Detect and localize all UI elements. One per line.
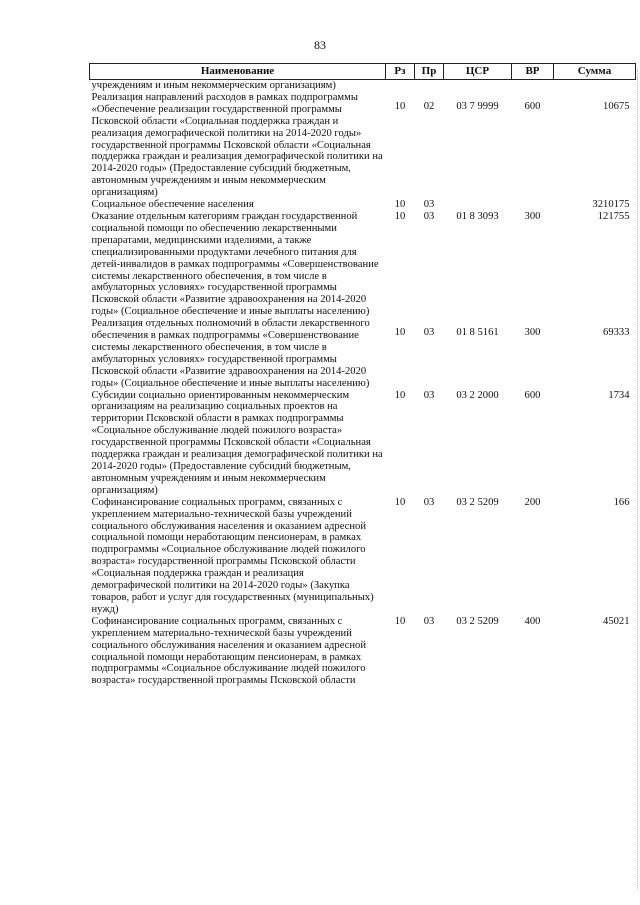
row-pr [415, 80, 444, 92]
table-row [90, 497, 636, 616]
row-csr: 03 2 5209 [456, 615, 499, 627]
table-row [90, 390, 636, 497]
row-csr: 03 2 5209 [456, 496, 499, 508]
header-vr: ВР [512, 64, 554, 80]
table-header [90, 64, 636, 80]
row-sum: 10675 [603, 100, 630, 112]
row-csr: 03 2 2000 [456, 389, 499, 401]
row-rz: 10 [394, 199, 406, 211]
row-pr: 03 [423, 210, 435, 222]
table-row [90, 199, 636, 211]
row-pr: 03 [423, 496, 435, 508]
row-sum: 1734 [608, 389, 630, 401]
row-vr: 400 [524, 615, 541, 627]
row-csr: 01 8 5161 [456, 327, 499, 339]
row-name: Оказание отдельным категориям граждан государственной социальной помощи по обеспечению лекарственными препаратами, медицинскими изделиями, а также специализированными продуктами лечебного питания для детей-инвалидов в рамках подпрограммы «Совершенствование системы лекарственного обеспечения, в том числе в амбулаторных условиях» государственной программы Псковской области «Развитие здравоохранения на 2014-2020 годы» (Социальное обеспечение и иные выплаты населению) [91, 210, 379, 318]
row-pr: 02 [423, 100, 435, 112]
row-rz: 10 [394, 100, 406, 112]
row-rz: 10 [394, 327, 406, 339]
table-row [90, 211, 636, 318]
row-pr: 03 [423, 199, 435, 211]
row-vr: 200 [524, 496, 541, 508]
table-row [90, 318, 636, 389]
header-sum: Сумма [554, 64, 636, 80]
row-rz [386, 80, 415, 92]
row-name: Социальное обеспечение населения [91, 199, 254, 211]
header-name: Наименование [90, 64, 386, 80]
row-rz: 10 [394, 389, 406, 401]
row-sum: 3210175 [592, 199, 630, 211]
row-name: Реализация направлений расходов в рамках подпрограммы «Обеспечение реализации государственной программы Псковской области «Социальная поддержка граждан и реализация демографической политики на 2014-2020 годы» государственной программы Псковской области «Социальная поддержка граждан и реализация демографической политики на 2014-2020 годы» (Предоставление субсидий бюджетным, автономным учреждениям и иным некоммерческим организациям) [91, 91, 383, 199]
row-sum [554, 80, 636, 92]
row-name: учреждениям и иным некоммерческим организациям) [91, 80, 336, 91]
row-csr: 01 8 3093 [456, 210, 499, 222]
row-vr [512, 199, 554, 211]
row-name: Субсидии социально ориентированным некоммерческим организациям на реализацию социальных проектов на территории Псковской области в рамках подпрограммы «Социальное обслуживание людей пожилого возраста» государственной программы Псковской области «Социальная поддержка граждан и реализация демографической политики на 2014-2020 годы» (Предоставление субсидий бюджетным, автономным учреждениям и иным некоммерческим организациям) [91, 389, 383, 496]
header-pr: Пр [415, 64, 444, 80]
row-vr [512, 80, 554, 92]
row-pr: 03 [423, 389, 435, 401]
row-rz: 10 [394, 496, 406, 508]
row-sum: 45021 [603, 615, 630, 627]
row-rz: 10 [394, 210, 406, 222]
row-pr: 03 [423, 615, 435, 627]
row-csr [444, 80, 512, 92]
row-vr: 300 [524, 210, 541, 222]
header-rz: Рз [386, 64, 415, 80]
page-number: 83 [314, 38, 326, 52]
table-row [90, 92, 636, 199]
row-name: Реализация отдельных полномочий в области лекарственного обеспечения в рамках подпрограммы «Совершенствование системы лекарственного обеспечения, в том числе в амбулаторных условиях» государственной программы Псковской области «Развитие здравоохранения на 2014-2020 годы» (Социальное обеспечение и иные выплаты населению) [91, 318, 370, 389]
row-pr: 03 [423, 327, 435, 339]
row-rz: 10 [394, 615, 406, 627]
table-row [90, 616, 636, 687]
row-csr: 03 7 9999 [456, 100, 499, 112]
budget-table [89, 63, 636, 687]
row-vr: 600 [524, 100, 541, 112]
row-vr: 300 [524, 327, 541, 339]
table-row [90, 80, 636, 92]
row-vr: 600 [524, 389, 541, 401]
row-sum: 121755 [597, 210, 630, 222]
header-csr: ЦСР [444, 64, 512, 80]
row-sum: 166 [613, 496, 630, 508]
scan-edge-line [636, 70, 638, 890]
row-csr [444, 199, 512, 211]
row-sum: 69333 [603, 327, 630, 339]
row-name: Софинансирование социальных программ, связанных с укреплением материально-технической базы учреждений социального обслуживания населения и оказанием адресной социальной помощи неработающим пенсионерам, в рамках подпрограммы «Социальное обслуживание людей пожилого возраста» государственной программы Псковской области «Социальная поддержка граждан и реализация демографической политики на 2014-2020 годы» (Закупка товаров, работ и услуг для государственных (муниципальных) нужд) [91, 496, 374, 615]
row-name: Софинансирование социальных программ, связанных с укреплением материально-технической базы учреждений социального обслуживания населения и оказанием адресной социальной помощи неработающим пенсионерам, в рамках подпрограммы «Социальное обслуживание людей пожилого возраста» государственной программы Псковской области [91, 615, 367, 687]
